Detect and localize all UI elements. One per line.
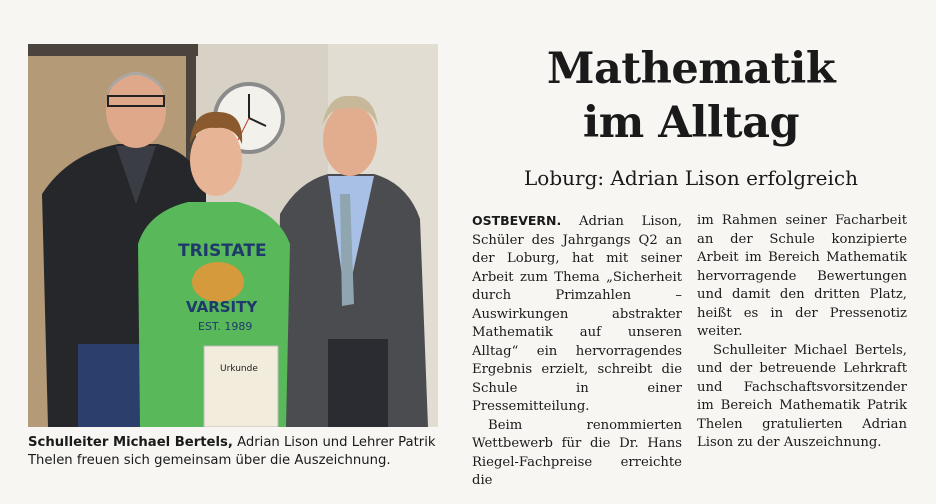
article-paragraph: Beim renommierten Wettbewerb für die Dr. Hans Riegel-Fachpreise erreichte die <box>472 417 682 488</box>
shirt-year: EST. 1989 <box>198 320 253 333</box>
article-paragraph: Schulleiter Michael Bertels, und der betreuende Lehrkraft und Fachschaftsvorsitzender im Bereich Mathematik Patrik Thelen gratulierten Adrian Lison zu der Auszeichnung. <box>697 342 907 450</box>
paragraph-text: Adrian Lison, Schüler des Jahrgangs Q2 an der Loburg, hat mit seiner Arbeit zum Thema „Sicherheit durch Primzahlen – Auswirkungen abstrakter Mathematik auf unseren Alltag“ ein hervorragendes Ergebnis erzielt, schreibt die Schule in einer Pressemitteilung. <box>472 214 682 414</box>
article-column-2 <box>697 212 907 453</box>
caption-lead: Schulleiter Michael Bertels, <box>28 435 233 450</box>
subheadline: Loburg: Adrian Lison erfolgreich <box>524 166 858 190</box>
article-photo <box>28 44 438 427</box>
article-paragraph: im Rahmen seiner Facharbeit an der Schule konzipierte Arbeit im Bereich Mathematik hervorragende Bewertungen und damit den dritten Platz, heißt es in der Pressenotiz weiter. <box>697 213 907 339</box>
headline-line-1: Mathematik <box>546 44 836 94</box>
headline <box>476 42 906 150</box>
photo-illustration <box>28 44 438 427</box>
article-column-1 <box>472 212 682 491</box>
shirt-text-bottom: VARSITY <box>186 298 258 316</box>
shirt-text-top: TRISTATE <box>178 241 267 261</box>
headline-line-2: im Alltag <box>582 98 800 148</box>
article-paragraph <box>472 212 682 417</box>
photo-caption <box>28 434 440 470</box>
caption-text: Adrian Lison und Lehrer Patrik Thelen freuen sich gemeinsam über die Auszeichnung. <box>28 435 436 468</box>
certificate-text: Urkunde <box>220 364 258 374</box>
dateline: OSTBEVERN. <box>472 213 562 228</box>
